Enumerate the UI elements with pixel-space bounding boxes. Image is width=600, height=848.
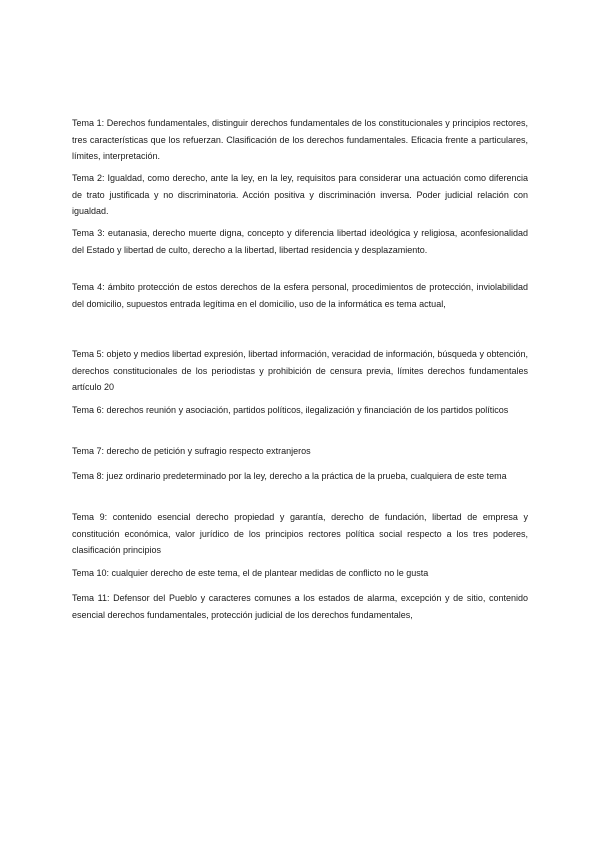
tema-3-paragraph: Tema 3: eutanasia, derecho muerte digna, concepto y diferencia libertad ideológica y religiosa, aconfesionalidad del Estado y libertad de culto, derecho a la libertad, libertad residencia y desplazamiento.: [72, 228, 528, 255]
tema-8-paragraph: Tema 8: juez ordinario predeterminado por la ley, derecho a la práctica de la prueba, cualquiera de este tema: [72, 471, 507, 481]
tema-6-paragraph: Tema 6: derechos reunión y asociación, partidos políticos, ilegalización y financiación de los partidos políticos: [72, 405, 509, 415]
tema-7-paragraph: Tema 7: derecho de petición y sufragio respecto extranjeros: [72, 446, 311, 456]
tema-10-paragraph: Tema 10: cualquier derecho de este tema, el de plantear medidas de conflicto no le gusta: [72, 568, 429, 578]
tema-11-paragraph: Tema 11: Defensor del Pueblo y caracteres comunes a los estados de alarma, excepción y de sitio, contenido esencial derechos fundamentales, protección judicial de los derechos fundamentales,: [72, 593, 528, 620]
tema-1-paragraph: Tema 1: Derechos fundamentales, distinguir derechos fundamentales de los constitucionales y principios rectores, tres características que los refuerzan. Clasificación de los derechos fundamentales. Eficacia frente a particulares, límites, interpretación.: [72, 118, 528, 161]
tema-2-paragraph: Tema 2: Igualdad, como derecho, ante la ley, en la ley, requisitos para considerar una actuación como diferencia de trato justificada y no discriminatoria. Acción positiva y discriminación inversa. Poder judicial relación con igualdad.: [72, 173, 528, 216]
tema-9-paragraph: Tema 9: contenido esencial derecho propiedad y garantía, derecho de fundación, libertad de empresa y constitución económica, valor jurídico de los principios rectores política social respecto a los tres poderes, clasificación principios: [72, 512, 528, 555]
tema-5-paragraph: Tema 5: objeto y medios libertad expresión, libertad información, veracidad de información, búsqueda y obtención, derechos constitucionales de los periodistas y prohibición de censura previa, límites derechos fundamentales artículo 20: [72, 349, 528, 392]
tema-4-paragraph: Tema 4: ámbito protección de estos derechos de la esfera personal, procedimientos de protección, inviolabilidad del domicilio, supuestos entrada legítima en el domicilio, uso de la informática es tema actual,: [72, 282, 528, 309]
